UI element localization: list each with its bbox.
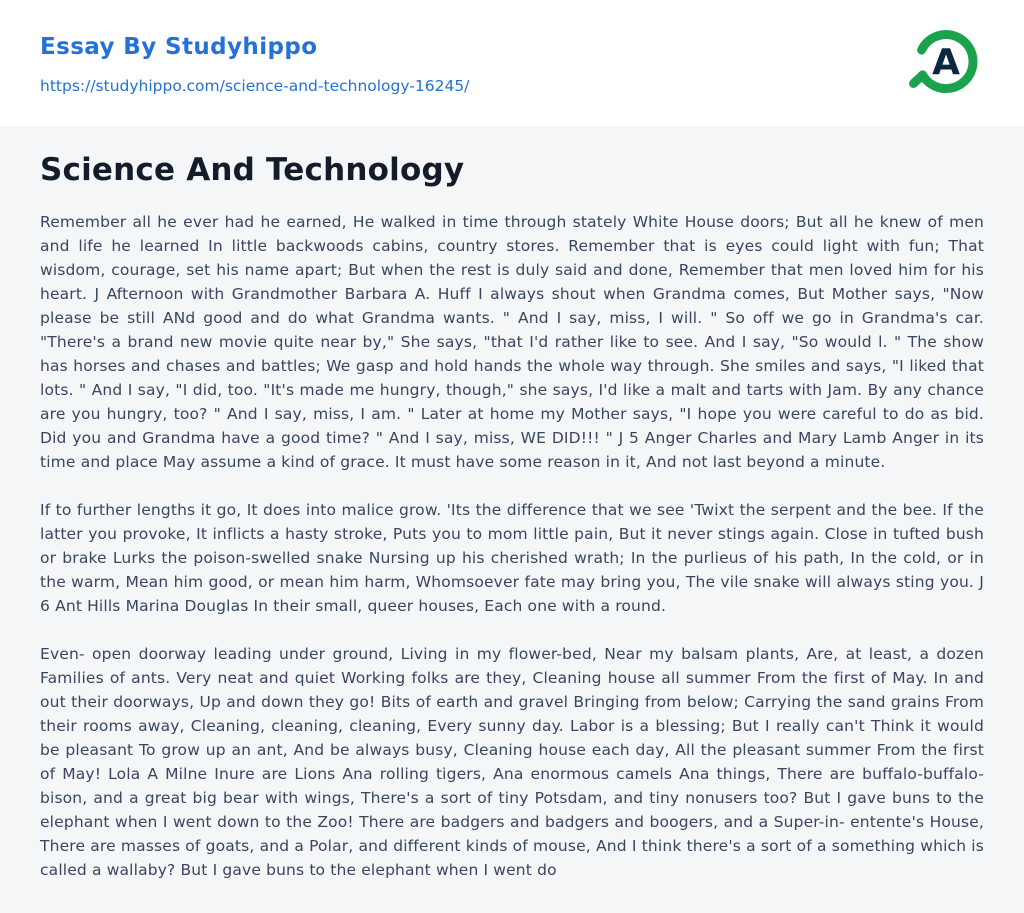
essay-paragraph-1: Remember all he ever had he earned, He walked in time through stately White House doors; But all he knew of men and life he learned In little backwoods cabins, country stores. Remember that is eyes could light with fun; That wisdom, courage, set his name apart; But when the rest is duly said and done, Remember that men loved him for his heart. J Afternoon with Grandmother Barbara A. Huff I always shout when Grandma comes, But Mother says, "Now please be still ANd good and do what Grandma wants. " And I say, miss, I will. " So off we go in Grandma's car. "There's a brand new movie quite near by," She says, "that I'd rather like to see. And I say, "So would l. " The show has horses and chases and battles; We gasp and hold hands the whole way through. She smiles and says, "I liked that lots. " And I say, "I did, too. "It's made me hungry, though," she says, I'd like a malt and tarts with Jam. By any chance are you hungry, too? " And I say, miss, I am. " Later at home my Mother says, "I hope you were careful to do as bid. Did you and Grandma have a good time? " And I say, miss, WE DID!!! " J 5 Anger Charles and Mary Lamb Anger in its time and place May assume a kind of grace. It must have some reason in it, And not last beyond a minute.: [40, 213, 984, 471]
essay-title: Science And Technology: [40, 152, 465, 188]
essay-paragraph-2: If to further lengths it go, It does into malice grow. 'Its the difference that we see 'Twixt the serpent and the bee. If the latter you provoke, It inflicts a hasty stroke, Puts you to mom little pain, But it never stings again. Close in tufted bush or brake Lurks the poison-swelled snake Nursing up his cherished wrath; In the purlieus of his path, In the cold, or in the warm, Mean him good, or mean him harm, Whomsoever fate may bring you, The vile snake will always sting you. J 6 Ant Hills Marina Douglas In their small, queer houses, Each one with a round.: [40, 501, 984, 615]
header-text-block: [40, 34, 469, 95]
studyhippo-logo: [908, 24, 984, 100]
logo-tail: [914, 75, 923, 84]
studyhippo-logo-icon: [908, 24, 984, 100]
logo-letter: A: [932, 42, 960, 83]
essay-content: [0, 126, 1024, 913]
site-brand: Essay By Studyhippo: [40, 34, 318, 60]
page-header: [0, 0, 1024, 126]
source-url-link[interactable]: https://studyhippo.com/science-and-technology-16245/: [40, 77, 470, 95]
essay-paragraph-3: Even- open doorway leading under ground, Living in my flower-bed, Near my balsam plants, Are, at least, a dozen Families of ants. Very neat and quiet Working folks are they, Cleaning house all summer From the first of May. In and out their doorways, Up and down they go! Bits of earth and gravel Bringing from below; Carrying the sand grains From their rooms away, Cleaning, cleaning, cleaning, Every sunny day. Labor is a blessing; But I really can't Think it would be pleasant To grow up an ant, And be always busy, Cleaning house each day, All the pleasant summer From the first of May! Lola A Milne Inure are Lions Ana rolling tigers, Ana enormous camels Ana things, There are buffalo-buffalo-bison, and a great big bear with wings, There's a sort of tiny Potsdam, and tiny nonusers too? But I gave buns to the elephant when I went down to the Zoo! There are badgers and badgers and boogers, and a Super-in- entente's House, There are masses of goats, and a Polar, and different kinds of mouse, And I think there's a sort of a something which is called a wallaby? But I gave buns to the elephant when I went do: [40, 645, 984, 879]
